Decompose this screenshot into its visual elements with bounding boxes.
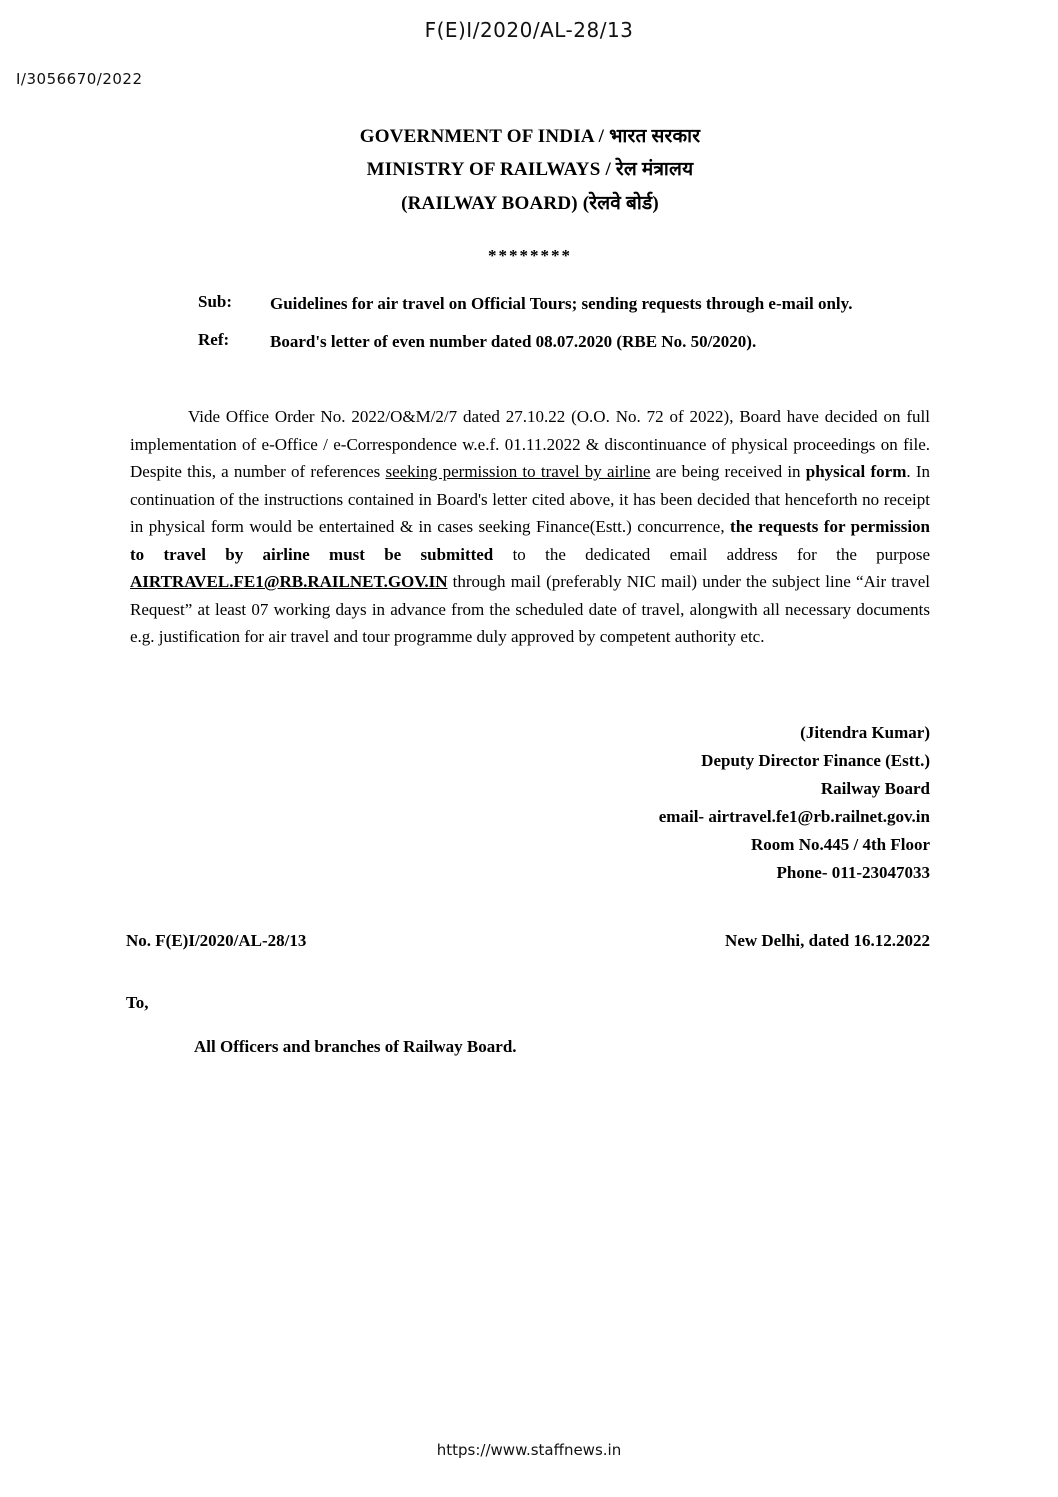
letterhead-line-board: (RAILWAY BOARD) (रेलवे बोर्ड) [401,192,659,214]
signatory-room: Room No.445 / 4th Floor [751,835,930,854]
letter-number-line [126,931,930,951]
body-segment-1: Vide Office Order No. 2022/O&M/2/7 dated 27.10.22 (O.O. No. 72 of 2022), Board have decided on full implementation of e-Office / e-Correspondence w.e.f. 01.11.2022 & discontinuance of physical proceedings on file. Despite this, a number of references [130,407,930,482]
letterhead [130,120,930,220]
body-segment-4: to the dedicated email address for the purpose [493,544,930,564]
top-reference-number: F(E)I/2020/AL-28/13 [424,18,634,42]
letter-place-date: New Delhi, dated 16.12.2022 [725,931,930,951]
signatory-phone: Phone- 011-23047033 [776,863,930,883]
signature-block [130,719,930,887]
body-paragraph [130,403,930,651]
to-label: To, [126,993,149,1013]
subject-text: Guidelines for air travel on Official Tours; sending requests through e-mail only. [270,293,853,313]
separator-asterisks: ******** [488,245,572,265]
recipient-text: All Officers and branches of Railway Board. [194,1037,517,1057]
subject-row [130,292,930,317]
body-segment-2: are being received in [650,462,806,482]
body-bold-physical-form: physical form [805,462,907,482]
signatory-designation: Deputy Director Finance (Estt.) [701,750,930,770]
body-segment-3: . In continuation of the instructions contained in Board's letter cited above, it has been decided that henceforth no receipt in physical form would be entertained & in cases seeking Finance(Estt.) concurrence, [130,462,930,537]
body-segment-5: through mail (preferably NIC mail) under the subject line “Air travel Request” at least 07 working days in advance from the scheduled date of travel, alongwith all necessary documents e.g. justification for air travel and tour programme duly approved by competent authority etc. [130,572,930,647]
document-id: I/3056670/2022 [16,70,143,88]
signatory-name: (Jitendra Kumar) [800,722,930,742]
letterhead-line-government: GOVERNMENT OF INDIA / भारत सरकार [359,126,701,147]
reference-text: Board's letter of even number dated 08.07.2020 (RBE No. 50/2020). [270,332,757,352]
signatory-organisation: Railway Board [820,778,930,798]
letterhead-line-ministry: MINISTRY OF RAILWAYS / रेल मंत्रालय [366,159,694,181]
reference-label: Ref: [198,330,230,350]
subject-label: Sub: [198,291,233,311]
body-bold-requests: the requests for permission to travel by airline must be submitted [130,517,930,564]
subject-reference-block [130,292,930,355]
email-address-link[interactable]: AIRTRAVEL.FE1@RB.RAILNET.GOV.IN [130,572,448,592]
signatory-email: email- airtravel.fe1@rb.railnet.gov.in [658,806,930,826]
document-content [126,120,930,1057]
source-watermark: https://www.staffnews.in [436,1441,622,1459]
reference-row [130,330,930,355]
body-underlined-phrase: seeking permission to travel by airline [385,462,651,482]
letter-number: No. F(E)I/2020/AL-28/13 [126,931,307,951]
